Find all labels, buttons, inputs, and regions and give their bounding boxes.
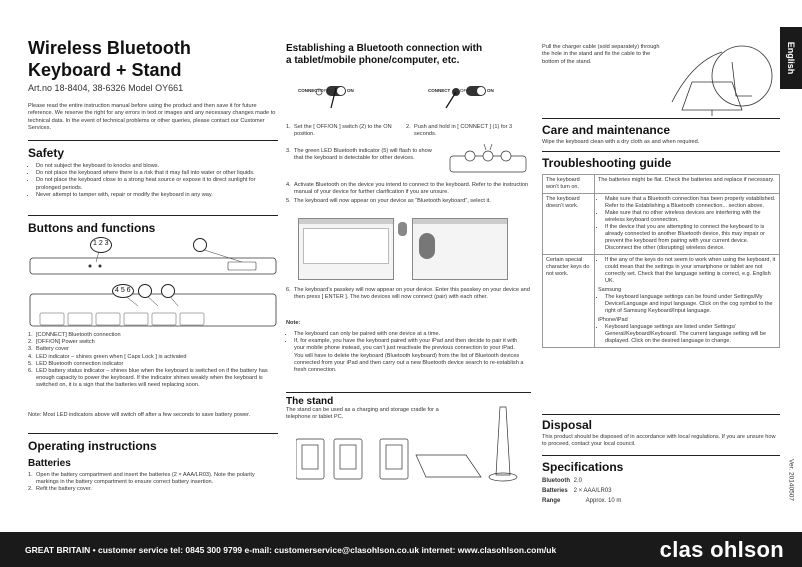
charger-illustration [662,42,780,116]
buttons-heading: Buttons and functions [28,221,156,235]
bluetooth-icon [398,222,407,236]
table-row [543,255,780,348]
specs-heading: Specifications [542,460,624,474]
step-2: 2. Push and hold in [ CONNECT ] (1) for 3 seconds. [406,124,513,138]
callout-circle [161,284,175,298]
list-item: • Keyboard language settings are listed under Settings/ General/Keyboard/Keyboard/. The current language setting will be displayed. Click on the desired language to change. [605,324,776,345]
step-6: 6. The keyboard’s passkey will now appear on your device. Enter this passkey on your device and then press [ ENTER ]. The two devices will now connect (pair) with each other. [286,287,530,301]
safety-list [28,163,278,199]
divider [28,433,278,434]
switch-off-label: OFF [460,88,469,93]
version-label: Ver. 20140507 [787,459,795,501]
list-item: 4. LED indicator – shines green when [ Caps Lock ] is activated [36,354,278,361]
table-cell [595,194,780,255]
divider [28,140,278,141]
callout-label-top: 1 2 3 [93,240,109,247]
list-item: • Do not place the keyboard where there is a risk that it may fall into water or other liquids. [36,170,278,177]
list-item: • Do not subject the keyboard to knocks and blows. [36,163,278,170]
list-item: 2. [OFF/ON] Power switch [36,339,278,346]
divider [542,151,780,152]
list-item: 1. Open the battery compartment and insert the batteries (2 × AAA/LR03). Note the polarity markings in the battery compartment to ensure correct battery insertion. [36,472,278,486]
table-row [543,175,780,194]
callout-circle [138,284,152,298]
switch-off-label: OFF [320,88,329,93]
article-number: Art.no 18-8404, 38-6326 Model OY661 [28,83,184,93]
charger-text: Pull the charger cable (sold separately) through the hole in the stand and fix the cable to the bottom of the stand. [542,44,660,65]
disposal-text: This product should be disposed of in accordance with local regulations. If you are unsure how to proceed, contact your local council. [542,434,776,448]
callout-label-bottom: 4 5 6 [115,287,131,294]
stand-text: The stand can be used as a charging and storage cradle for a telephone or tablet PC. [286,407,439,421]
page-title: Wireless Bluetooth Keyboard + Stand [28,38,191,80]
batteries-heading: Batteries [28,458,71,469]
table-cell: The keyboard doesn’t work. [543,194,595,255]
spec-row: Bluetooth 2.0 [542,478,583,484]
table-row [543,194,780,255]
stand-heading: The stand [286,396,334,407]
list-item: • Make sure that no other wireless devices are interfering with the wireless keyboard connection. [605,210,776,224]
intro-text: Please read the entire instruction manual before using the product and then save it for future reference. We reserve the right for any errors in text or images and any necessary changes made to technical data. In the event of technical problems or other queries, please contact our Customer Services. [28,103,276,132]
table-cell [595,255,780,348]
footer-contact: GREAT BRITAIN • customer service tel: 0845 300 9799 e-mail: customerservice@clasohlson.co.uk internet: www.clasohlson.com/uk [25,545,557,555]
switch-connect-label: CONNECT [428,88,451,93]
list-item: 5. LED Bluetooth connection indicator [36,361,278,368]
switch-on-label: ON [487,88,494,93]
trouble-heading: Troubleshooting guide [542,156,672,170]
care-heading: Care and maintenance [542,123,671,137]
samsung-label: Samsung [598,287,622,293]
switch-connect-label: CONNECT [298,88,321,93]
safety-heading: Safety [28,146,65,160]
iphone-label: iPhone/iPad [598,317,628,323]
list-item: • The keyboard language settings can be found under Settings/My Device/Language and input language. Click on the cog symbol to the right of Samsung Keyboard/Input language. [605,294,776,315]
batteries-list [28,472,278,494]
list-item: • Make sure that a Bluetooth connection has been properly established. Refer to the Establishing a Bluetooth connection... section above. [605,196,776,210]
divider [286,392,531,393]
note-list [286,331,524,374]
footer-bar [0,532,802,567]
switch-illustration [286,80,531,110]
stand-illustration [296,405,526,485]
list-item: 2. Refit the battery cover. [36,486,278,493]
divider [542,118,780,119]
spec-row: Range Approx. 10 m [542,498,622,504]
list-item: • Do not place the keyboard close to a strong heat source or expose it to direct sunlight for prolonged periods. [36,177,278,191]
list-item: • The keyboard can only be paired with one device at a time. [294,331,524,338]
list-item: • Never attempt to tamper with, repair or modify the keyboard in any way. [36,192,278,199]
language-tab: English [780,27,802,89]
buttons-list [28,332,278,390]
table-cell: The batteries might be flat. Check the batteries and replace if necessary. [595,175,780,194]
spec-row: Batteries 2 × AAA/LR03 [542,488,612,494]
troubleshooting-table [542,174,780,348]
step-1: 1. Set the [ OFF/ON ] switch (2) to the ON position. [286,124,392,138]
disposal-heading: Disposal [542,418,593,432]
table-cell: The keyboard won’t turn on. [543,175,595,194]
bluetooth-dialog-image [298,218,394,280]
list-item: • If, for example, you have the keyboard paired with your iPad and then decide to pair it with your mobile phone instead, you can’t just reactivate the previous connection to your iPad. You will have to delete the keyboard (Bluetooth keyboard) from the list of Bluetooth devices connected from your iPad and then carry out a new Bluetooth device search to re-establish a fresh connection. [294,338,524,374]
step-4: 4. Activate Bluetooth on the device you intend to connect to the keyboard. Refer to the instruction manual of your device for further clarification if you are unsure. [286,182,529,196]
divider [542,414,780,415]
care-text: Wipe the keyboard clean with a dry cloth as and when required. [542,139,700,145]
list-item: 3. Battery cover [36,346,278,353]
divider [28,215,278,216]
list-item: • If the device that you are attempting to connect the keyboard to is already connected to another Bluetooth device, this may impair or prevent the keyboard from pairing with your current device. Disconnect the other (disrupting) wireless device. [605,224,776,252]
led-illustration [448,142,528,174]
list-item: • If the any of the keys do not seem to work when using the keyboard, it could mean that the settings in your smartphone or tablet are not correctly set. Check that the language setting is correct, e.g. English UK. [605,257,776,285]
callout-circle [193,238,207,252]
bluetooth-passkey-image [412,218,508,280]
brand-logo: clas ohlson [659,537,784,562]
establish-heading: Establishing a Bluetooth connection with a tablet/mobile phone/computer, etc. [286,43,483,66]
buttons-note: Note: Most LED indicators above will switch off after a few seconds to save battery power. [28,412,251,418]
step-3: 3. The green LED Bluetooth indicator (5) will flash to show that the keyboard is detectable for other devices. [286,148,432,162]
specs-list [542,476,780,506]
divider [542,455,780,456]
list-item: 1. [CONNECT] Bluetooth connection [36,332,278,339]
operating-heading: Operating instructions [28,439,157,453]
switch-on-label: ON [347,88,354,93]
keyboard-illustration [28,236,278,328]
list-item: 6. LED battery status indicator – shines blue when the keyboard is switched on if the battery has enough capacity to power the keyboard. If the indicator shines weakly when the keyboard is switched on, it is a sign that the batteries will need replacing soon. [36,368,278,390]
table-cell: Certain special character keys do not work. [543,255,595,348]
step-5: 5. The keyboard will now appear on your device as “Bluetooth keyboard”, select it. [286,198,491,204]
note-label: Note: [286,320,301,326]
